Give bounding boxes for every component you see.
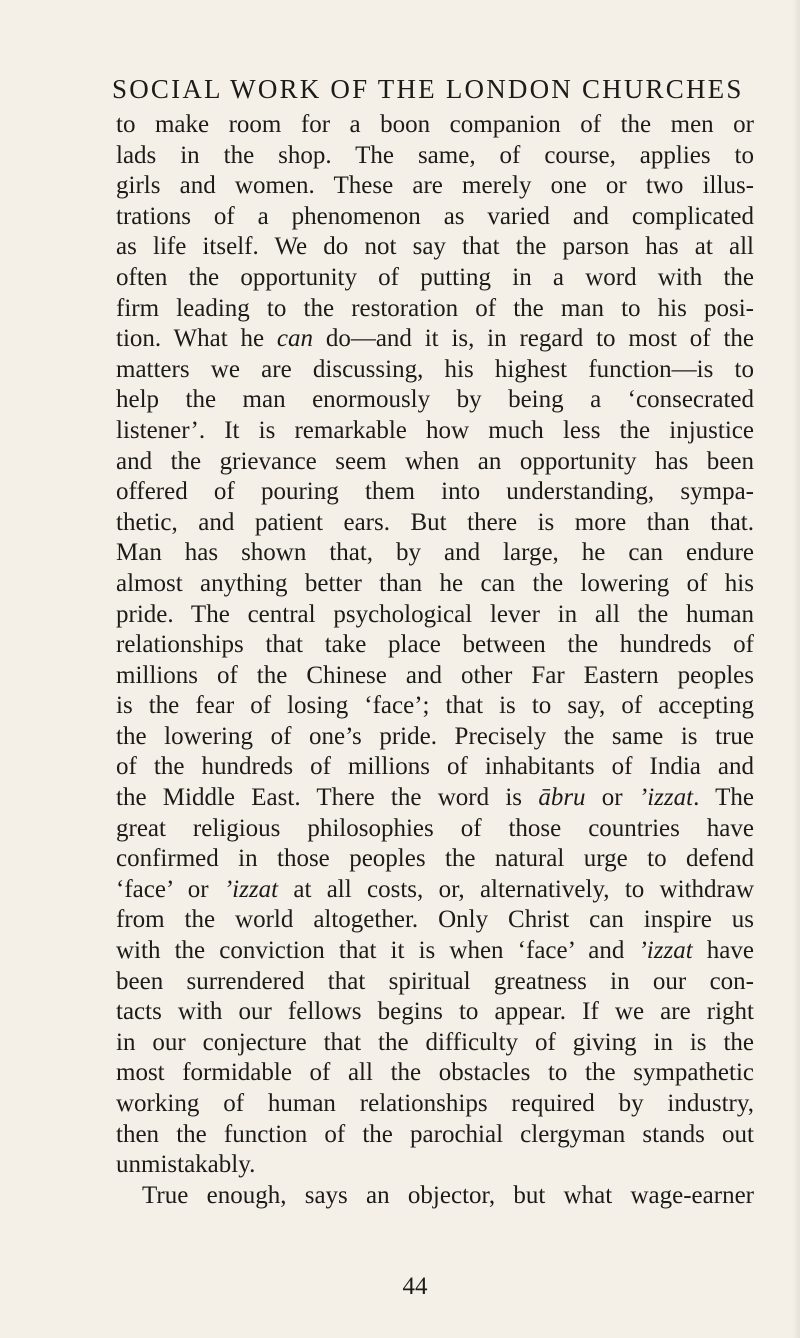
paragraph-end-line: unmistakably. — [116, 1151, 256, 1179]
text-line: millions of the Chinese and other Far Eastern peoples — [116, 661, 754, 689]
text-line: ‘face’ or ’izzat at all costs, or, alternatively, to withdraw — [116, 875, 754, 903]
text-line: firm leading to the restoration of the man to his posi- — [116, 294, 754, 322]
page-number: 44 — [402, 1273, 428, 1300]
text-line: as life itself. We do not say that the parson has at all — [116, 233, 754, 261]
text-line: Man has shown that, by and large, he can endure — [116, 539, 754, 567]
paragraph-first-line: True enough, says an objector, but what wage-earner — [142, 1181, 754, 1209]
text-line: offered of pouring them into understanding, sympa- — [116, 478, 754, 506]
text-line: girls and women. These are merely one or two illus- — [116, 172, 754, 200]
text-line: thetic, and patient ears. But there is more than that. — [116, 508, 754, 536]
text-line: tion. What he can do—and it is, in regard to most of the — [116, 325, 754, 353]
text-line: then the function of the parochial clergyman stands out — [116, 1120, 754, 1148]
text-line: matters we are discussing, his highest function—is to — [116, 355, 754, 383]
text-line: relationships that take place between the hundreds of — [116, 631, 754, 659]
italic-emphasis: ’izzat — [638, 937, 693, 965]
text-line: the lowering of one’s pride. Precisely the same is true — [116, 722, 754, 750]
text-line: most formidable of all the obstacles to the sympathetic — [116, 1059, 754, 1087]
italic-emphasis: ābru — [538, 784, 586, 812]
text-line: help the man enormously by being a ‘consecrated — [116, 386, 754, 414]
text-line: almost anything better than he can the lowering of his — [116, 569, 754, 597]
text-line: trations of a phenomenon as varied and complicated — [116, 202, 754, 230]
text-line: working of human relationships required by industry, — [116, 1090, 754, 1117]
text-line: confirmed in those peoples the natural urge to defend — [116, 845, 754, 873]
italic-emphasis: ’izzat — [223, 875, 279, 903]
text-line: often the opportunity of putting in a word with the — [116, 263, 754, 291]
text-line: listener’. It is remarkable how much less the injustice — [116, 416, 754, 444]
text-line: to make room for a boon companion of the men or — [116, 111, 754, 138]
body-text — [116, 110, 754, 1211]
text-line: great religious philosophies of those countries have — [116, 814, 754, 842]
text-line: is the fear of losing ‘face’; that is to say, of accepting — [116, 692, 754, 720]
text-line: been surrendered that spiritual greatness in our con- — [116, 967, 754, 995]
text-line: tacts with our fellows begins to appear. If we are right — [116, 998, 754, 1026]
text-line: the Middle East. There the word is ābru or ’izzat. The — [116, 784, 755, 812]
text-line: and the grievance seem when an opportunity has been — [116, 447, 754, 475]
text-line: of the hundreds of millions of inhabitants of India and — [116, 753, 754, 781]
text-line: pride. The central psychological lever in all the human — [116, 600, 754, 628]
text-line: from the world altogether. Only Christ can inspire us — [116, 906, 754, 934]
text-line: with the conviction that it is when ‘face’ and ’izzat have — [116, 937, 754, 965]
page-edge — [792, 0, 800, 1338]
italic-emphasis: ’izzat — [638, 784, 694, 812]
running-head: SOCIAL WORK OF THE LONDON CHURCHES — [112, 74, 744, 104]
text-line: lads in the shop. The same, of course, applies to — [116, 141, 754, 169]
italic-emphasis: can — [276, 325, 313, 353]
text-line: in our conjecture that the difficulty of giving in is the — [116, 1028, 754, 1056]
